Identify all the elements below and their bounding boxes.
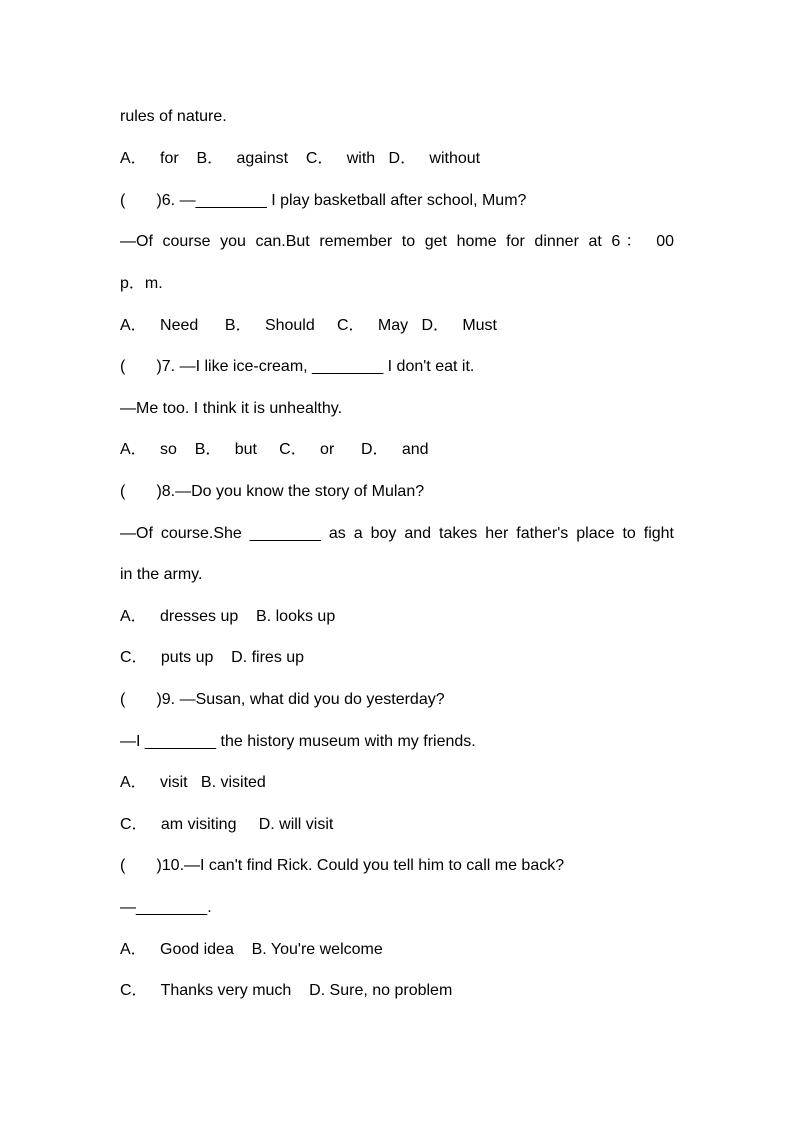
text-line-rules-of-nature: rules of nature. xyxy=(120,108,227,125)
q9-options-ab: A． visit B. visited xyxy=(120,774,266,791)
q10-options-ab: A． Good idea B. You're welcome xyxy=(120,941,383,958)
q6-reply-line1: —Of course you can.But remember to get home for dinner at 6： 00 xyxy=(120,233,674,250)
q6-question: ( )6. —________ I play basketball after school, Mum? xyxy=(120,192,527,209)
q8-question: ( )8.—Do you know the story of Mulan? xyxy=(120,483,425,500)
q6-options: A． Need B． Should C． May D． Must xyxy=(120,317,498,334)
q7-reply: —Me too. I think it is unhealthy. xyxy=(120,400,343,417)
q8-options-cd: C． puts up D. fires up xyxy=(120,649,305,666)
q8-reply-line2: in the army. xyxy=(120,566,203,583)
q9-options-cd: C． am visiting D. will visit xyxy=(120,816,334,833)
q10-reply: —________. xyxy=(120,899,212,916)
q10-options-cd: C． Thanks very much D. Sure, no problem xyxy=(120,982,453,999)
q10-question: ( )10.—I can't find Rick. Could you tell him to call me back? xyxy=(120,857,565,874)
q6-reply-line2: p．m. xyxy=(120,275,163,292)
q5-options: A． for B． against C． with D． without xyxy=(120,150,481,167)
q9-question: ( )9. —Susan, what did you do yesterday? xyxy=(120,691,445,708)
q8-options-ab: A． dresses up B. looks up xyxy=(120,608,336,625)
q7-options: A． so B． but C． or D． and xyxy=(120,441,429,458)
q8-reply-line1: —Of course.She ________ as a boy and takes her father's place to fight xyxy=(120,525,674,542)
q7-question: ( )7. —I like ice-cream, ________ I don't eat it. xyxy=(120,358,475,375)
q9-reply: —I ________ the history museum with my friends. xyxy=(120,733,476,750)
